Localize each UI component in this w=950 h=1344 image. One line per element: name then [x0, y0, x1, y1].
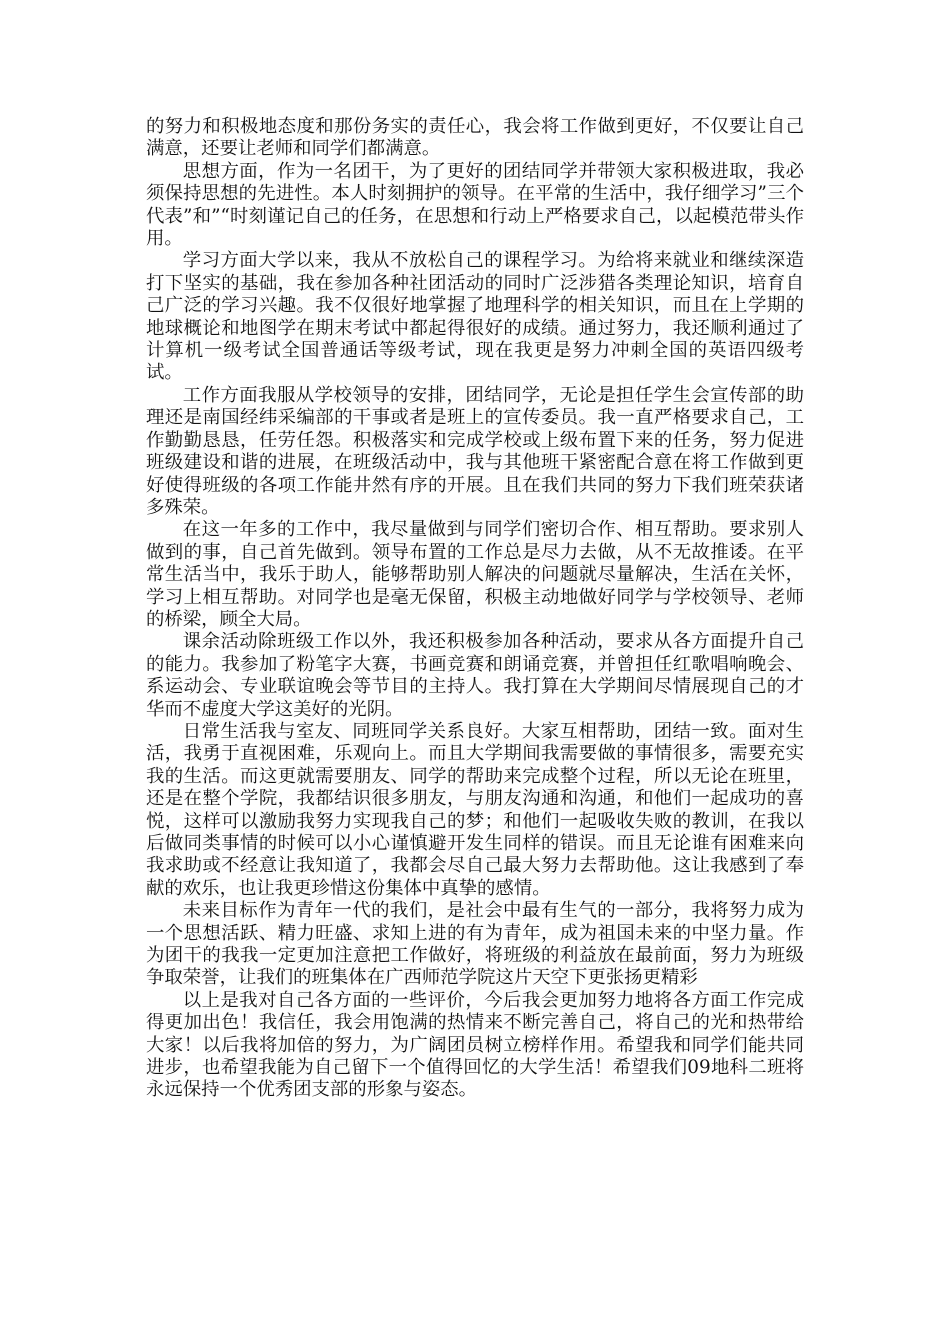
- paragraph-activities: 课余活动除班级工作以外，我还积极参加各种活动，要求从各方面提升自己的能力。我参加了粉笔字大赛，书画竞赛和朗诵竞赛，并曾担任红歌唱响晚会、系运动会、专业联谊晚会等节目的主持人。我打算在大学期间尽情展现自己的才华而不虚度大学这美好的光阴。: [146, 631, 804, 720]
- paragraph-continuation: 的努力和积极地态度和那份务实的责任心，我会将工作做到更好，不仅要让自己满意，还要让老师和同学们都满意。: [146, 116, 804, 160]
- paragraph-future-goals: 未来目标作为青年一代的我们，是社会中最有生气的一部分，我将努力成为一个思想活跃、精力旺盛、求知上进的有为青年，成为祖国未来的中坚力量。作为团干的我我一定更加注意把工作做好，将班级的利益放在最前面，努力为班级争取荣誉，让我们的班集体在广西师范学院这片天空下更张扬更精彩: [146, 900, 804, 989]
- paragraph-daily-life: 日常生活我与室友、同班同学关系良好。大家互相帮助，团结一致。面对生活，我勇于直视困难，乐观向上。而且大学期间我需要做的事情很多，需要充实我的生活。而这更就需要朋友、同学的帮助来完成整个过程，所以无论在班里，还是在整个学院，我都结识很多朋友，与朋友沟通和沟通，和他们一起成功的喜悦，这样可以激励我努力实现我自己的梦；和他们一起吸收失败的教训，在我以后做同类事情的时候可以小心谨慎避开发生同样的错误。而且无论谁有困难来向我求助或不经意让我知道了，我都会尽自己最大努力去帮助他。这让我感到了奉献的欢乐，也让我更珍惜这份集体中真挚的感情。: [146, 720, 804, 899]
- paragraph-work: 工作方面我服从学校领导的安排，团结同学，无论是担任学生会宣传部的助理还是南国经纬采编部的干事或者是班上的宣传委员。我一直严格要求自己，工作勤勤恳恳，任劳任怨。积极落实和完成学校或上级布置下来的任务，努力促进班级建设和谐的进展，在班级活动中，我与其他班干紧密配合意在将工作做到更好使得班级的各项工作能井然有序的开展。且在我们共同的努力下我们班荣获诸多殊荣。: [146, 384, 804, 518]
- paragraph-ideology: 思想方面，作为一名团干，为了更好的团结同学并带领大家积极进取，我必须保持思想的先进性。本人时刻拥护的领导。在平常的生活中，我仔细学习”三个代表”和”“时刻谨记自己的任务，在思想和行动上严格要求自己，以起模范带头作用。: [146, 160, 804, 250]
- paragraph-study: 学习方面大学以来，我从不放松自己的课程学习。为给将来就业和继续深造打下坚实的基础，我在参加各种社团活动的同时广泛涉猎各类理论知识，培育自己广泛的学习兴趣。我不仅很好地掌握了地理科学的相关知识，而且在上学期的地球概论和地图学在期末考试中都起得很好的成绩。通过努力，我还顺利通过了计算机一级考试全国普通话等级考试，现在我更是努力冲刺全国的英语四级考试。: [146, 250, 804, 384]
- paragraph-conclusion: 以上是我对自己各方面的一些评价，今后我会更加努力地将各方面工作完成得更加出色！我信任，我会用饱满的热情来不断完善自己，将自己的光和热带给大家！以后我将加倍的努力，为广阔团员树立榜样作用。希望我和同学们能共同进步，也希望我能为自己留下一个值得回忆的大学生活！希望我们09地科二班将永远保持一个优秀团支部的形象与姿态。: [146, 989, 804, 1101]
- paragraph-cooperation: 在这一年多的工作中，我尽量做到与同学们密切合作、相互帮助。要求别人做到的事，自己首先做到。领导布置的工作总是尽力去做，从不无故推诿。在平常生活当中，我乐于助人，能够帮助别人解决的问题就尽量解决，生活在关怀，学习上相互帮助。对同学也是毫无保留，积极主动地做好同学与学校领导、老师的桥梁，顾全大局。: [146, 519, 804, 630]
- document-body: [146, 116, 804, 1102]
